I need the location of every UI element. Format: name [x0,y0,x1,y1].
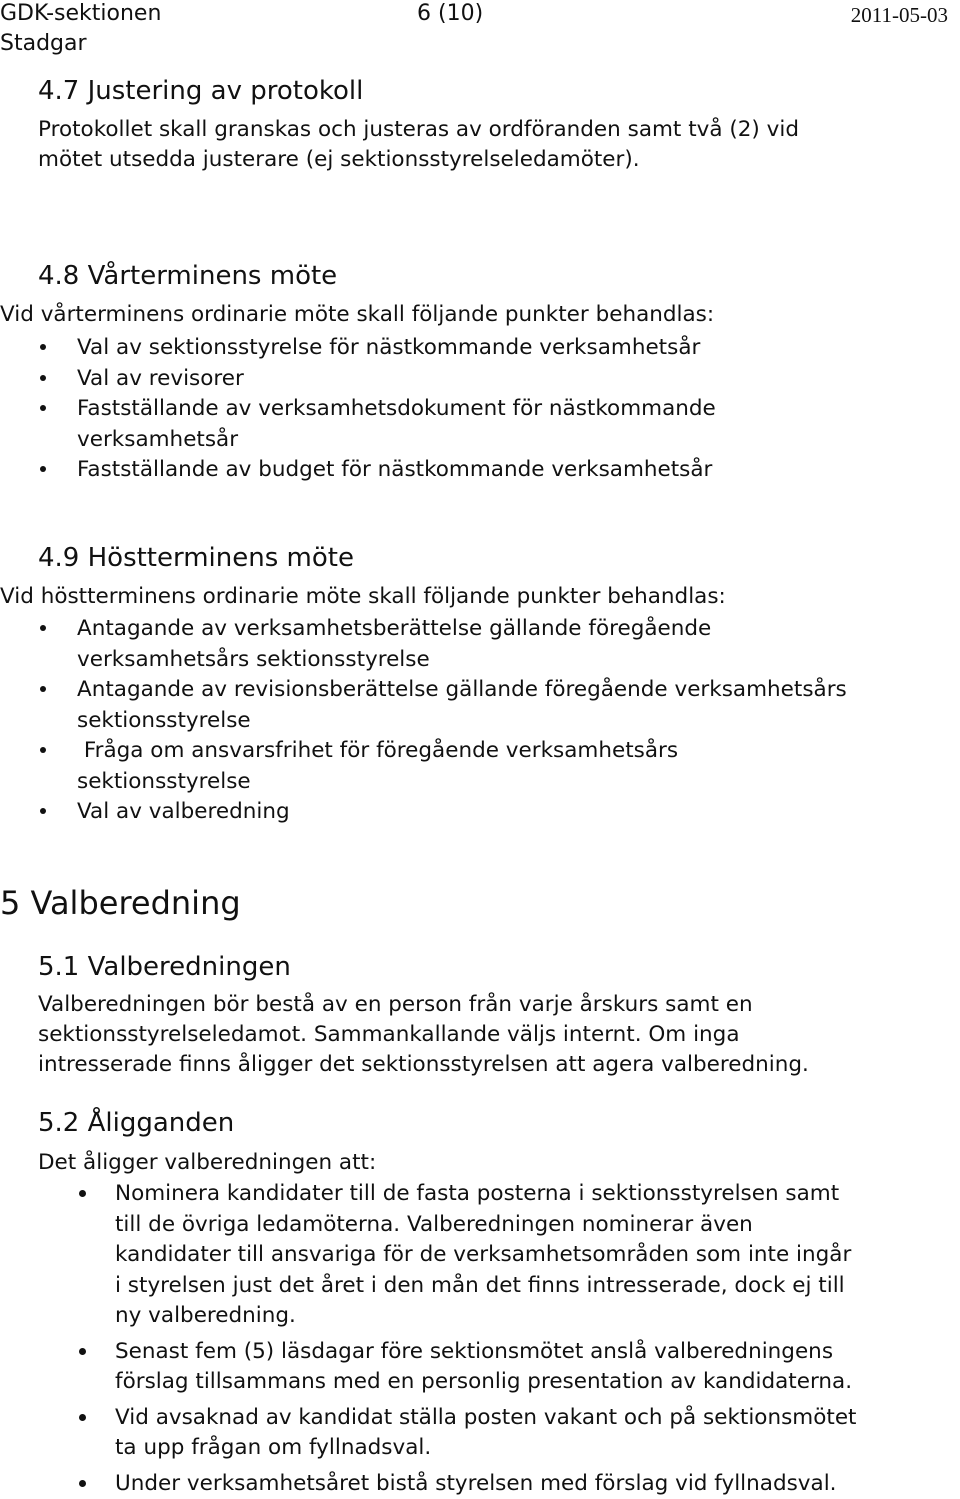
section-4-7-heading: 4.7 Justering av protokoll [38,75,363,107]
list-item [0,614,960,675]
section-5-2-intro: Det åligger valberedningen att: [38,1148,376,1179]
bullet-icon [79,1348,86,1355]
list-item [0,675,960,736]
bullet-icon [79,1190,86,1197]
section-5-1-heading: 5.1 Valberedningen [38,951,291,983]
section-5-2-heading: 5.2 Åligganden [38,1107,234,1139]
list-item [0,455,960,486]
list-item-line: Antagande av revisionsberättelse gällande föregående verksamhetsårs [77,675,960,706]
list-item-line: Under verksamhetsåret bistå styrelsen med förslag vid fyllnadsval. [115,1469,960,1499]
section-4-8-intro: Vid vårterminens ordinarie möte skall följande punkter behandlas: [0,300,714,331]
list-item [0,364,960,395]
list-item [0,1337,960,1398]
list-item-line: Fråga om ansvarsfrihet för föregående verksamhetsårs [77,736,960,767]
section-4-7-line: Protokollet skall granskas och justeras av ordföranden samt två (2) vid [38,115,799,146]
bullet-icon [40,686,46,692]
list-item-line: Val av valberedning [77,797,960,828]
list-item-line: Val av revisorer [77,364,960,395]
list-item-line: till de övriga ledamöterna. Valberedningen nominerar även [115,1210,960,1241]
list-item [0,736,960,797]
bullet-icon [40,375,46,381]
list-item-line: sektionsstyrelse [77,767,960,798]
section-5-1-line: sektionsstyrelseledamot. Sammankallande väljs internt. Om inga [38,1020,740,1051]
header-date: 2011-05-03 [851,1,948,29]
section-4-9-intro: Vid höstterminens ordinarie möte skall följande punkter behandlas: [0,582,726,613]
section-4-9-heading: 4.9 Höstterminens möte [38,542,354,574]
bullet-icon [79,1480,86,1487]
list-item [0,1179,960,1332]
section-5-1-line: Valberedningen bör bestå av en person från varje årskurs samt en [38,990,753,1021]
list-item-line: sektionsstyrelse [77,706,960,737]
list-item-line: verksamhetsårs sektionsstyrelse [77,645,960,676]
list-item-line: Fastställande av verksamhetsdokument för nästkommande [77,394,960,425]
header-doc-title: Stadgar [0,30,87,58]
bullet-icon [79,1414,86,1421]
bullet-icon [40,466,46,472]
list-item-line: Vid avsaknad av kandidat ställa posten vakant och på sektionsmötet [115,1403,960,1434]
list-item [0,333,960,364]
list-item-line: ny valberedning. [115,1301,960,1332]
list-item-line: Val av sektionsstyrelse för nästkommande verksamhetsår [77,333,960,364]
section-5-1-line: intresserade finns åligger det sektionsstyrelsen att agera valberedning. [38,1050,809,1081]
section-4-7-line: mötet utsedda justerare (ej sektionsstyrelseledamöter). [38,145,640,176]
list-item-line: verksamhetsår [77,425,960,456]
bullet-icon [40,747,46,753]
section-5-2-list [0,1179,960,1499]
bullet-icon [40,405,46,411]
list-item-line: kandidater till ansvariga för de verksamhetsområden som inte ingår [115,1240,960,1271]
header-page-number: 6 (10) [417,0,483,28]
bullet-icon [40,625,46,631]
section-5-heading: 5 Valberedning [0,883,241,923]
list-item [0,1469,960,1499]
list-item-line: i styrelsen just det året i den mån det finns intresserade, dock ej till [115,1271,960,1302]
list-item-line: Senast fem (5) läsdagar före sektionsmötet anslå valberedningens [115,1337,960,1368]
list-item-line: ta upp frågan om fyllnadsval. [115,1433,960,1464]
bullet-icon [40,808,46,814]
bullet-icon [40,344,46,350]
list-item [0,1403,960,1464]
section-4-9-list [0,614,960,828]
list-item-line: Antagande av verksamhetsberättelse gällande föregående [77,614,960,645]
section-4-8-list [0,333,960,486]
list-item [0,394,960,455]
list-item-line: Nominera kandidater till de fasta posterna i sektionsstyrelsen samt [115,1179,960,1210]
header-section-name: GDK-sektionen [0,0,161,28]
list-item-line: Fastställande av budget för nästkommande verksamhetsår [77,455,960,486]
list-item [0,797,960,828]
section-4-8-heading: 4.8 Vårterminens möte [38,260,337,292]
list-item-line: förslag tillsammans med en personlig presentation av kandidaterna. [115,1367,960,1398]
